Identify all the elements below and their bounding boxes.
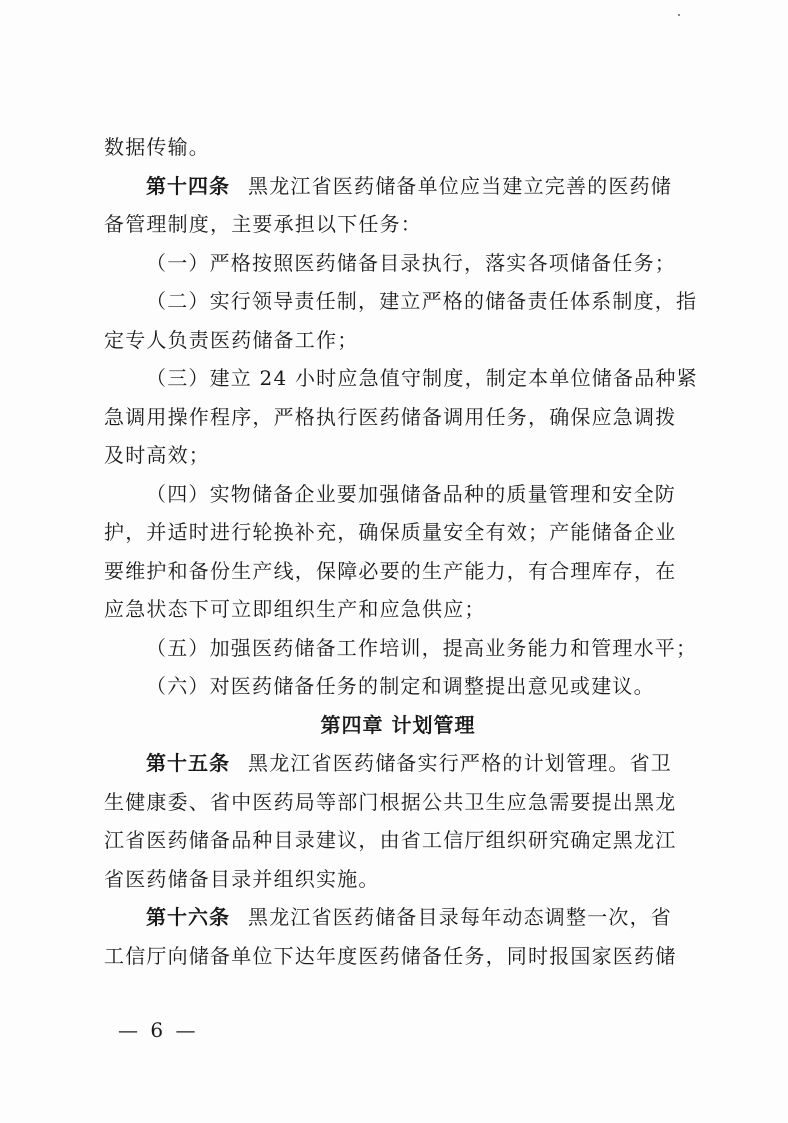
article-number: 第十六条 <box>146 905 230 929</box>
body-line: 应急状态下可立即组织生产和应急供应； <box>104 597 486 621</box>
list-item-6: （六）对医药储备任务的制定和调整提出意见或建议。 <box>146 674 655 698</box>
body-line: 急调用操作程序，严格执行医药储备调用任务，确保应急调拨 <box>104 404 677 429</box>
article-text: 黑龙江省医药储备单位应当建立完善的医药储 <box>248 173 672 198</box>
body-line: 生健康委、省中医药局等部门根据公共卫生应急需要提出黑龙 <box>104 789 677 814</box>
list-item-1: （一）严格按照医药储备目录执行，落实各项储备任务； <box>146 250 676 275</box>
page-number: — 6 — <box>118 1018 199 1042</box>
body-line: 备管理制度，主要承担以下任务： <box>104 212 422 236</box>
list-item-4: （四）实物储备企业要加强储备品种的质量管理和安全防 <box>146 481 676 506</box>
list-item-3: （三）建立 24 小时应急值守制度，制定本单位储备品种紧 <box>146 366 698 390</box>
body-line: 要维护和备份生产线，保障必要的生产能力，有合理库存，在 <box>104 558 677 583</box>
article-16-line <box>104 898 692 937</box>
article-15-line <box>104 744 692 783</box>
body-line: 数据传输。 <box>104 135 210 159</box>
list-item-2: （二）实行领导责任制，建立严格的储备责任体系制度，指 <box>146 289 698 313</box>
body-line: 省医药储备目录并组织实施。 <box>104 866 380 891</box>
article-number: 第十四条 <box>146 173 230 198</box>
scan-speck <box>678 14 680 16</box>
article-number: 第十五条 <box>146 751 230 775</box>
document-body <box>104 128 698 975</box>
body-line: 定专人负责医药储备工作； <box>104 327 359 352</box>
body-line: 护，并适时进行轮换补充，确保质量安全有效；产能储备企业 <box>104 520 677 544</box>
list-item-5: （五）加强医药储备工作培训，提高业务能力和管理水平； <box>146 635 698 660</box>
body-line: 工信厅向储备单位下达年度医药储备任务，同时报国家医药储 <box>104 943 677 968</box>
body-line: 江省医药储备品种目录建议，由省工信厅组织研究确定黑龙江 <box>104 828 677 852</box>
article-14-line <box>104 167 692 206</box>
body-line: 及时高效； <box>104 443 210 467</box>
article-text: 黑龙江省医药储备实行严格的计划管理。省卫 <box>248 751 672 775</box>
article-text: 黑龙江省医药储备目录每年动态调整一次，省 <box>248 905 672 929</box>
chapter-heading: 第四章 计划管理 <box>320 712 476 737</box>
